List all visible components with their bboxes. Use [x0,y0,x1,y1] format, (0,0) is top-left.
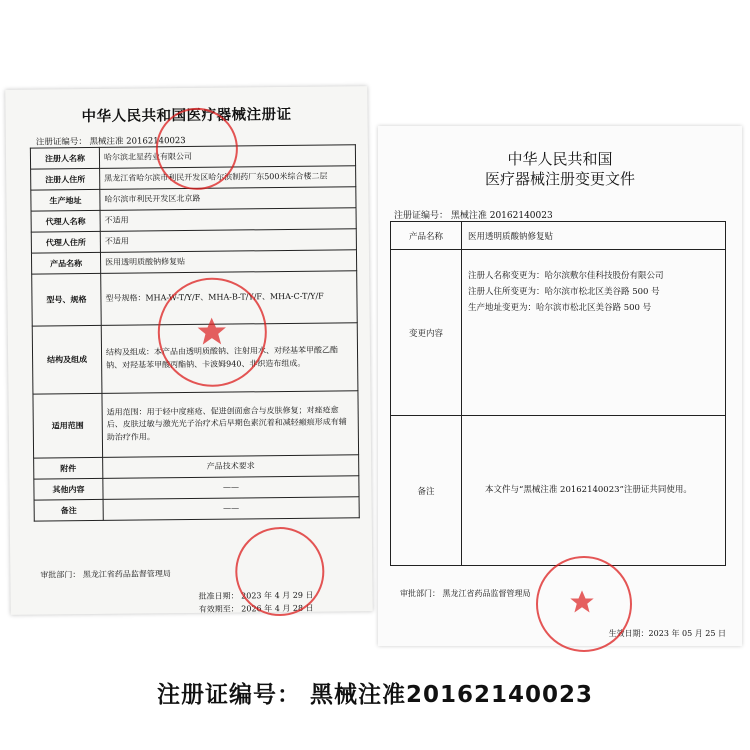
star-icon [195,315,229,349]
registration-certificate [5,86,372,615]
table-row: 产品名称 医用透明质酸钠修复贴 [391,222,726,250]
table-row: 备注 —— [34,497,359,521]
star-icon [568,588,596,616]
table-row: 备注 本文件与“黑械注准 20162140023”注册证共同使用。 [391,416,726,566]
table-row: 注册人住所 黑龙江省哈尔滨市利民开发区哈尔滨制药厂东500米综合楼二层 [31,166,356,190]
table-row: 其他内容 —— [34,476,359,500]
document-title-line2: 医疗器械注册变更文件 [484,170,635,188]
change-line: 注册人住所变更为：哈尔滨市松北区美谷路 500 号 [468,287,660,298]
table-row: 适用范围 适用范围：用于轻中度痤疮、促进创面愈合与皮肤修复；对痤疮愈后、皮肤过敏与激光光子治疗术后早期色素沉着和减轻瘢痕形成有辅助治疗作用。 [33,391,359,458]
effective-date: 生效日期：2023 年 05 月 25 日 [608,629,726,638]
red-seal-stamp-middle [157,277,267,387]
page-caption: 注册证编号： 黑械注准20162140023 [156,682,594,708]
table-row: 注册人名称 哈尔滨北星药业有限公司 [30,145,355,169]
table-row: 生产地址 哈尔滨市利民开发区北京路 [31,187,356,211]
table-row: 代理人名称 不适用 [31,208,356,232]
change-line: 生产地址变更为：哈尔滨市松北区美谷路 500 号 [468,303,652,314]
red-seal-stamp [536,556,632,652]
approval-department: 审批部门： 黑龙江省药品监督管理局 [400,589,531,598]
table-row: 结构及组成 结构及组成：本产品由透明质酸钠、注射用水、对羟基苯甲酸乙酯钠、对羟基苯甲酸丙酯钠、卡波姆940、非织造布组成。 [32,323,358,394]
valid-until-date: 有效期至： 2026 年 4 月 28 日 [198,603,314,614]
approval-date: 批准日期： 2023 年 4 月 29 日 [198,590,314,601]
table-row: 产品名称 医用透明质酸钠修复贴 [31,250,356,274]
red-seal-stamp-top [155,107,238,190]
table-row: 变更内容 注册人名称变更为：哈尔滨敷尔佳科技股份有限公司 注册人住所变更为：哈尔滨市松北区美谷路 500 号 生产地址变更为：哈尔滨市松北区美谷路 500 号 [391,250,726,416]
table-row: 型号、规格 型号规格：MHA-W-T/Y/F、MHA-B-T/Y/F、MHA-C-T/Y/F [32,271,358,326]
certificate-title: 中华人民共和国医疗器械注册证 [81,105,292,126]
approval-department: 审批部门： 黑龙江省药品监督管理局 [40,569,171,580]
red-seal-stamp-bottom [235,527,325,617]
document-title-line1: 中华人民共和国 [507,150,613,168]
table-row: 代理人住所 不适用 [31,229,356,253]
change-table [390,221,726,566]
registration-change-document [378,126,742,646]
change-line: 注册人名称变更为：哈尔滨敷尔佳科技股份有限公司 [468,271,664,281]
certificate-reg-no: 注册证编号： 黑械注准 20162140023 [35,136,186,148]
document-reg-no: 注册证编号： 黑械注准 20162140023 [394,211,553,221]
table-row: 附件 产品技术要求 [34,455,359,479]
